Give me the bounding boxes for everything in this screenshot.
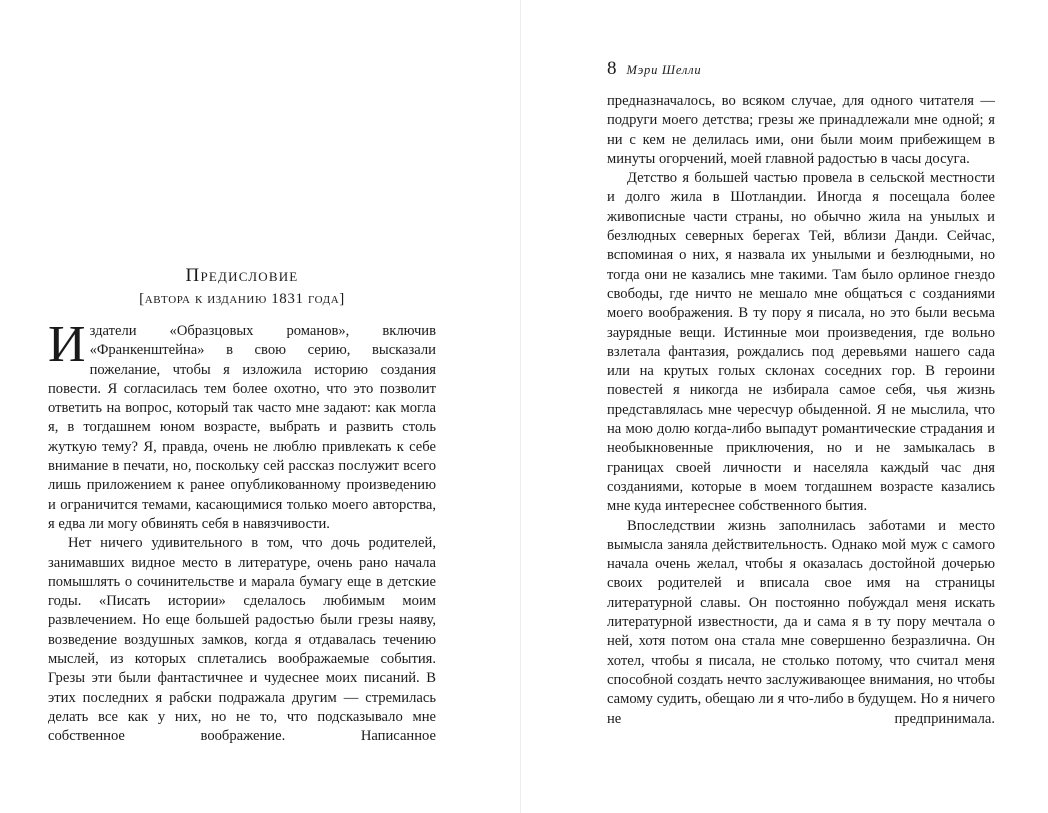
right-page-body bbox=[607, 92, 995, 729]
page-number: 8 bbox=[607, 58, 617, 79]
paragraph: Детство я большей частью провела в сельской местности и долго жила в Шотландии. Иногда я посещала более живописные части страны, но обычно жила на унылых и безлюдных северных берегах Тей, вблизи Данди. Сейчас, вспоминая о них, я назвала их унылыми и безлюдными, но тогда они не казались мне такими. Там было орлиное гнездо свободы, где ничто не мешало мне общаться с созданиями моего воображения. В ту пору я писала, но это были весьма заурядные вещи. Истинные мои произведения, где вольно взлетала фантазия, рождались под деревьями нашего сада или на крутых голых склонах соседних гор. В героини повестей я никогда не избирала самое себя, чья жизнь представлялась мне чересчур обыденной. Я не мыслила, что на мою долю когда-либо выпадут романтические страдания и необыкновенные приключения, но и не замыкалась в границах своей личности и населяла каждый час дня созданиями, которые в моем тогдашнем возрасте казались мне куда интереснее собственного бытия. bbox=[607, 170, 995, 515]
chapter-title: Предисловие bbox=[185, 265, 299, 286]
running-head-author: Мэри Шелли bbox=[626, 63, 702, 77]
running-header bbox=[607, 58, 995, 80]
paragraph: Нет ничего удивительного в том, что дочь родителей, занимавших видное место в литературе, очень рано начала помышлять о сочинительстве и марала бумагу еще в детские годы. «Писать истории» сделалось любимым моим развлечением. Но еще большей радостью были грезы наяву, возведение воздушных замков, когда я отдавалась течению мыслей, из которых сплетались воображаемые события. Грезы эти были фантастичнее и чудеснее моих писаний. В этих последних я рабски подражала другим — стремилась делать все как у них, но не то, что подсказывало мне собственное воображение. Написанное bbox=[48, 535, 436, 745]
chapter-subtitle: [автора к изданию 1831 года] bbox=[139, 291, 345, 307]
paragraph: Впоследствии жизнь заполнилась заботами и место вымысла заняла действительность. Однако мой муж с самого начала очень желал, чтобы я оказалась достойной дочерью своих родителей и вписала свое имя на страницы литературной славы. Он постоянно побуждал меня искать литературной известности, да и сама я в ту пору мечтала о ней, хотя потом она стала мне совершенно безразлична. Он хотел, чтобы я писала, не столько потому, что считал меня способной создать нечто заслуживающее внимания, но чтобы самому судить, обещаю ли я что-либо в будущем. Но я ничего не предпринимала. bbox=[607, 517, 995, 727]
page-gutter bbox=[520, 0, 521, 813]
chapter-heading bbox=[48, 265, 436, 309]
left-page-body bbox=[48, 316, 436, 747]
paragraph: предназначалось, во всяком случае, для одного читателя — подруги моего детства; грезы же принадлежали мне одной; я ни с кем не делилась ими, они были моим прибежищем в минуты огорчений, моей главной радостью в часы досуга. bbox=[607, 93, 995, 167]
drop-cap: И bbox=[48, 316, 86, 373]
paragraph-text: здатели «Образцовых романов», включив «Франкенштейна» в свою серию, высказали пожелание, чтобы я изложила историю создания повести. Я согласилась тем более охотно, что это позволит ответить на вопрос, который так часто мне задают: как могла я, в тогдашнем юном возрасте, выбрать и развить столь жуткую тему? Я, правда, очень не люблю привлекать к себе внимание в печати, но, поскольку сей рассказ послужит всего лишь приложением к ранее опубликованному произведению и ограничится темами, касающимися только моего авторства, я едва ли могу обвинять себя в навязчивости. bbox=[48, 323, 436, 532]
paragraph bbox=[48, 316, 436, 534]
left-page bbox=[48, 0, 436, 813]
right-page bbox=[607, 0, 995, 813]
